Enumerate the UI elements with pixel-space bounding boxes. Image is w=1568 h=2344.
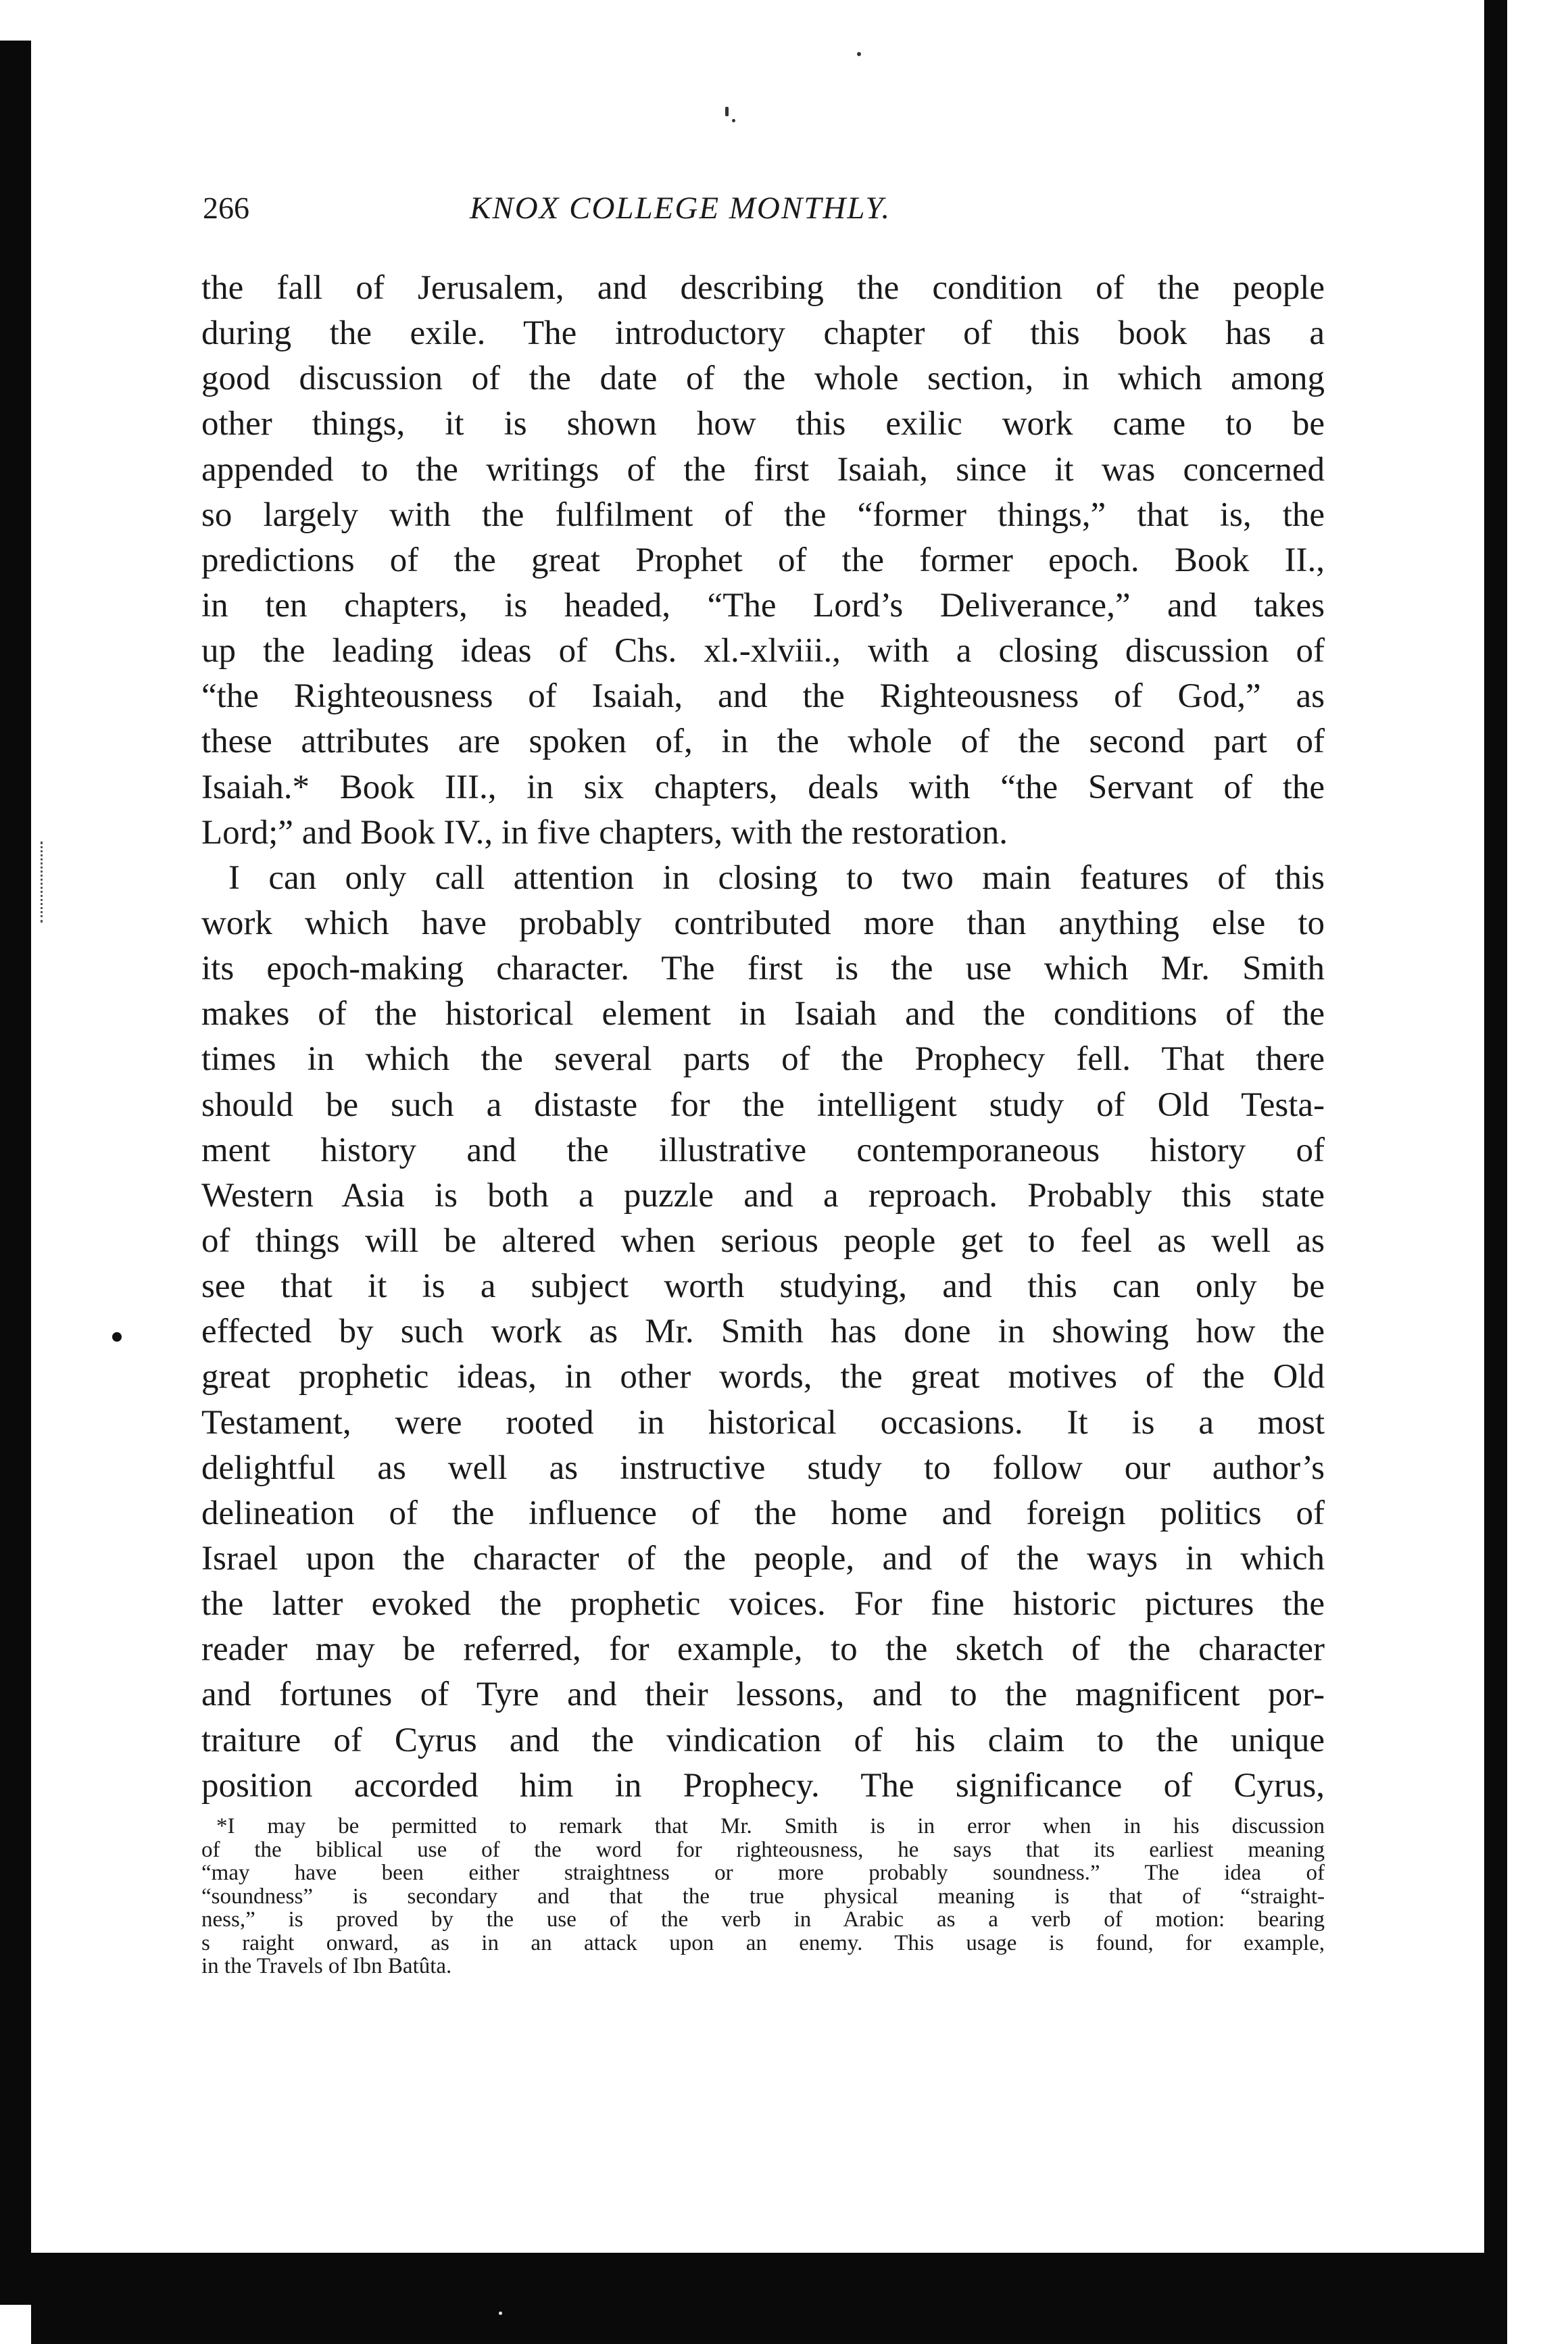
text-line: its epoch-making character. The first is the use which Mr. Smith [201,950,1325,988]
scan-bottom-edge [31,2253,1507,2344]
text-line: effected by such work as Mr. Smith has done in showing how the [201,1313,1325,1351]
running-title: KNOX COLLEGE MONTHLY. [470,191,891,226]
footnote-line: of the biblical use of the word for righteousness, he says that its earliest meaning [201,1837,1325,1862]
page-number: 266 [203,191,249,225]
scan-dust-marks [41,841,45,923]
text-line: these attributes are spoken of, in the whole of the second part of [201,723,1325,761]
text-line: great prophetic ideas, in other words, the great motives of the Old [201,1358,1325,1396]
text-line: makes of the historical element in Isaiah and the conditions of the [201,995,1325,1033]
text-line: reader may be referred, for example, to the sketch of the character [201,1630,1325,1669]
text-line: during the exile. The introductory chapter of this book has a [201,314,1325,353]
text-line: delineation of the influence of the home and foreign politics of [201,1494,1325,1532]
text-line: “the Righteousness of Isaiah, and the Righteousness of God,” as [201,677,1325,716]
text-line: so largely with the fulfilment of the “former things,” that is, the [201,495,1325,534]
scan-speck [725,107,729,116]
footnote-line: in the Travels of Ibn Batûta. [201,1954,452,1978]
text-line: position accorded him in Prophecy. The significance of Cyrus, [201,1766,1325,1805]
text-line: other things, it is shown how this exilic work came to be [201,405,1325,443]
text-line: ment history and the illustrative contemporaneous history of [201,1131,1325,1169]
text-line: Israel upon the character of the people, and of the ways in which [201,1539,1325,1578]
text-line: see that it is a subject worth studying, and this can only be [201,1267,1325,1306]
footnote-line: s raight onward, as in an attack upon an enemy. This usage is found, for example, [201,1930,1325,1955]
text-line: up the leading ideas of Chs. xl.-xlviii., with a closing discussion of [201,632,1325,670]
text-line: and fortunes of Tyre and their lessons, and to the magnificent por- [201,1676,1325,1714]
margin-bullet-mark [112,1332,122,1342]
text-line: work which have probably contributed more than anything else to [201,904,1325,942]
text-line: the latter evoked the prophetic voices. For fine historic pictures the [201,1585,1325,1623]
text-line: predictions of the great Prophet of the former epoch. Book II., [201,541,1325,579]
text-line: times in which the several parts of the Prophecy fell. That there [201,1040,1325,1079]
text-line: the fall of Jerusalem, and describing the condition of the people [201,269,1325,307]
text-line: Testament, were rooted in historical occasions. It is a most [201,1403,1325,1442]
text-line: I can only call attention in closing to two main features of this [228,858,1325,897]
text-line: traiture of Cyrus and the vindication of his claim to the unique [201,1721,1325,1759]
text-line: Isaiah.* Book III., in six chapters, deals with “the Servant of the [201,768,1325,806]
footnote-line: ness,” is proved by the use of the verb in Arabic as a verb of motion: bearing [201,1907,1325,1932]
text-line: Lord;” and Book IV., in five chapters, with the restoration. [201,813,1008,852]
footnote-line: *I may be permitted to remark that Mr. Smith is in error when in his discussion [216,1814,1325,1838]
text-line: Western Asia is both a puzzle and a reproach. Probably this state [201,1176,1325,1215]
text-line: appended to the writings of the first Isaiah, since it was concerned [201,450,1325,489]
text-line: of things will be altered when serious people get to feel as well as [201,1221,1325,1260]
text-line: should be such a distaste for the intelligent study of Old Testa- [201,1085,1325,1124]
footnote [201,1815,1325,1978]
page-header [203,188,1338,235]
footnote-line: “may have been either straightness or more probably soundness.” The idea of [201,1861,1325,1885]
text-line: delightful as well as instructive study to follow our author’s [201,1448,1325,1487]
scan-speck [857,52,861,56]
text-line: in ten chapters, is headed, “The Lord’s Deliverance,” and takes [201,586,1325,625]
scan-speck [499,2312,502,2315]
scan-left-edge [0,41,31,2305]
footnote-line: “soundness” is secondary and that the true physical meaning is that of “straight- [201,1884,1325,1909]
main-text [201,266,1325,1809]
scan-speck [732,119,735,122]
text-line: good discussion of the date of the whole section, in which among [201,360,1325,398]
scan-right-edge [1484,0,1507,2344]
